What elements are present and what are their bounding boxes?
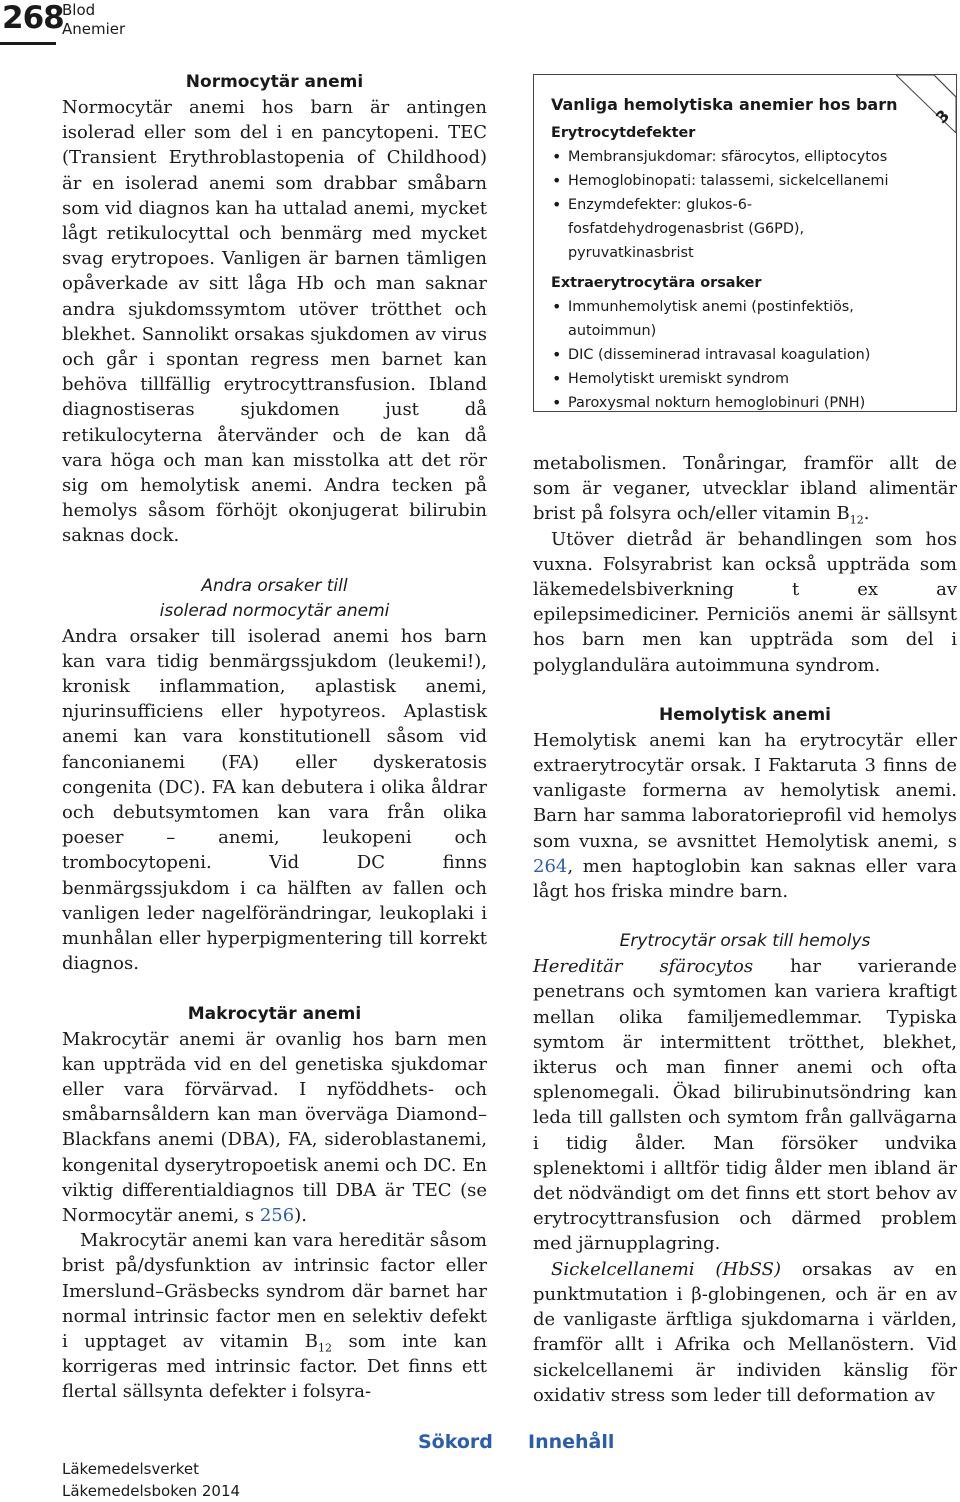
footer [62, 1458, 240, 1502]
heading-andra-orsaker-1: Andra orsaker till [201, 575, 348, 596]
paragraph-makrocytar-1: Makrocytär anemi är ovanlig hos barn men kan uppträda vid en del genetiska sjukdomar eller vara förvärvad. I nyföddhets- och småbarnsåldern kan man överväga Diamond–Blackfans anemi (DBA), FA, sideroblastanemi, kongenital dyserytropoetisk anemi och DC. En viktig differentialdiagnos till DBA är TEC (se Normocytär anemi, s 256). [62, 1028, 487, 1226]
subsection-title: Anemier [62, 20, 126, 38]
paragraph-andra-orsaker: Andra orsaker till isolerad anemi hos barn kan vara tidig benmärgssjukdom (leukemi!), kronisk inflammation, aplastisk anemi, njurinsufficiens eller hypotyreos. Aplastisk anemi kan vara konstitutionell såsom vid fanconianemi (FA) eller dyskeratosis congenita (DC). FA kan debutera i olika åldrar och debutsymtomen kan vara från olika poeser – anemi, leukopeni och trombocytopeni. Vid DC finns benmärgssjukdom i ca hälften av fallen och vanligen leder nagelförändringar, leukoplaki i munhålan eller hyperpigmentering till korrekt diagnos. [62, 625, 487, 975]
factbox-list-1 [551, 145, 911, 265]
heading-andra-orsaker-2: isolerad normocytär anemi [159, 600, 390, 621]
paragraph-makrocytar-2: Makrocytär anemi kan vara hereditär såsom brist på/dysfunktion av intrinsic factor eller Imerslund–Gräsbecks syndrom där barnet har normal intrinsic factor men en selektiv defekt i upptaget av vitamin $B_{12}$ som inte kan korrigeras med intrinsic factor. Det finns ett flertal sällsynta defekter i folsyra- [62, 1230, 488, 1403]
page-link-264[interactable]: 264 [533, 855, 568, 877]
heading-normocytar: Normocytär anemi [185, 72, 364, 92]
footer-book: Läkemedelsboken 2014 [62, 1482, 241, 1500]
term-sickelcell: Sickelcellanemi (HbSS) [551, 1258, 781, 1280]
header-rule [0, 42, 56, 45]
term-sfarocytos: Hereditär sfärocytos [533, 956, 754, 978]
right-column [533, 451, 957, 1408]
list-item: • Enzymdefekter: glukos-6-fosfatdehydrogenasbrist (G6PD), pyruvatkinasbrist [551, 193, 911, 265]
page-link-256[interactable]: 256 [259, 1204, 295, 1226]
table-of-contents-link[interactable]: Innehåll [528, 1431, 615, 1453]
factbox [533, 74, 957, 412]
list-item: • Hemoglobinopati: talassemi, sickelcellanemi [551, 169, 911, 193]
factbox-number: 3 [931, 105, 954, 128]
paragraph-metabolism: metabolismen. Tonåringar, framför allt de som är veganer, utvecklar ibland alimentär brist på folsyra och/eller vitamin $B_{12}$. [533, 453, 957, 527]
list-item: • Immunhemolytisk anemi (postinfektiös, autoimmun) [551, 295, 911, 343]
heading-erytrocytar-orsak: Erytrocytär orsak till hemolys [619, 931, 871, 952]
paragraph-sickelcell: Sickelcellanemi (HbSS) orsakas av en punktmutation i β-globingenen, och är en av de vanligaste ärftliga sjukdomarna i världen, framför allt i Afrika och Mellanöstern. Vid sickelcellanemi är individen känslig för oxidativ stress som leder till deformation av [533, 1258, 957, 1406]
list-item: • DIC (disseminerad intravasal koagulation) [551, 343, 911, 367]
factbox-subheading-1: Erytrocytdefekter [551, 125, 696, 141]
paragraph-hemolytisk: Hemolytisk anemi kan ha erytrocytär eller extraerytrocytär orsak. I Faktaruta 3 finns de vanligaste formerna av hemolytisk anemi. Barn har samma laboratorieprofil vid hemolys som vuxna, se avsnittet Hemolytisk anemi, s 264, men haptoglobin kan saknas eller vara lågt hos friska mindre barn. [533, 729, 957, 903]
factbox-title: Vanliga hemolytiska anemier hos barn [551, 95, 898, 114]
running-header [62, 1, 125, 39]
paragraph-sfarocytos: Hereditär sfärocytos har varierande penetrans och symtomen kan variera kraftigt mellan olika familjemedlemmar. Typiska symtom är intermittent trötthet, blekhet, ikterus och man finner anemi och ofta splenomegali. Ökad bilirubinutsöndring kan leda till gallsten och symtom från gallvägarna i tidig ålder. Man försöker undvika splenektomi i alltför tidig ålder men ibland är det nödvändigt om det finns ett stort behov av erytrocyttransfusion och därmed problem med järnupplagring. [533, 956, 957, 1255]
heading-makrocytar: Makrocytär anemi [187, 1003, 362, 1024]
paragraph-normocytar: Normocytär anemi hos barn är antingen isolerad eller som del i en pancytopeni. TEC (Transient Erythroblastopenia of Childhood) är en isolerad anemi som drabbar småbarn som vid diagnos kan ha uttalad anemi, mycket lågt retikulocyttal och benmärg med mycket svag erytropoes. Vanligen är barnen tämligen opåverkade av sitt låga Hb och man saknar andra sjukdomssymtom utöver trötthet och blekhet. Sannolikt orsakas sjukdomen av virus och går i spontan regress men barnet kan behöva tillfällig erytrocyttransfusion. Ibland diagnostiseras sjukdomen just då retikulocyterna återvänder och de kan då vara höga och man kan misstolka att det rör sig om hemolytisk anemi. Andra tecken på hemolys såsom förhöjt okonjugerat bilirubin saknas dock. [62, 97, 487, 547]
section-title: Blod [62, 1, 96, 19]
list-item: • Hemolytiskt uremiskt syndrom [551, 367, 911, 391]
search-index-link[interactable]: Sökord [418, 1431, 493, 1453]
left-column [62, 70, 487, 1405]
page-number: 268 [2, 0, 64, 36]
footer-publisher: Läkemedelsverket [62, 1460, 200, 1478]
paragraph-treatment: Utöver dietråd är behandlingen som hos vuxna. Folsyrabrist kan också uppträda som läkemedelsbiverkning t ex av epilepsimediciner. Perniciös anemi är sällsynt hos barn men kan uppträda som del i polyglandulära autoimmuna syndrom. [533, 528, 957, 676]
factbox-list-2 [551, 295, 911, 415]
heading-hemolytisk: Hemolytisk anemi [658, 704, 831, 725]
list-item: • Paroxysmal nokturn hemoglobinuri (PNH) [551, 391, 911, 415]
list-item: • Membransjukdomar: sfärocytos, elliptocytos [551, 145, 911, 169]
factbox-subheading-2: Extraerytrocytära orsaker [551, 275, 762, 291]
